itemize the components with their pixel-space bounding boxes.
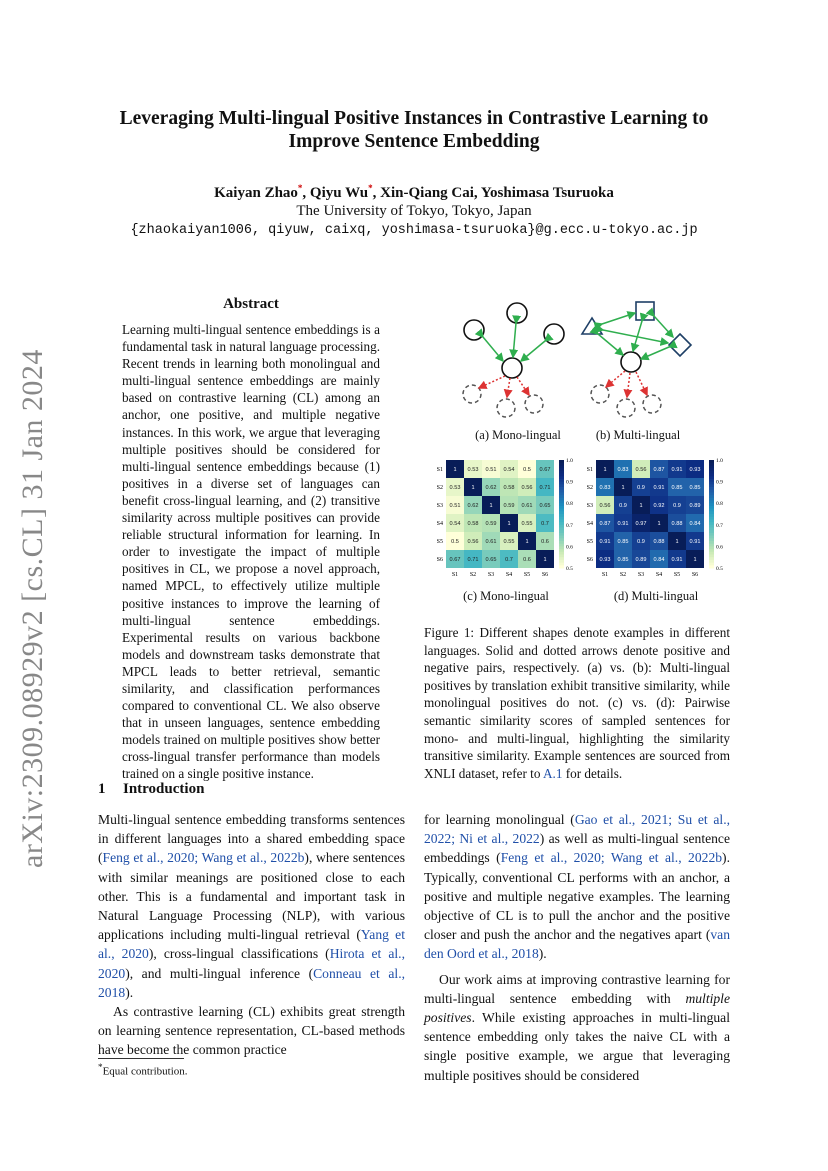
row-tick-label: S3 <box>586 503 593 509</box>
paragraph: As contrastive learning (CL) exhibits great strength on learning sentence representation, CL-based methods have become the common practice <box>98 1004 405 1058</box>
caption-text: Figure 1: Different shapes denote examples in different languages. Solid and dotted arrows denote positive and negative pairs, respectively. (a) vs. (b): Multi-lingual positives by translation exhibit transitive similarity, while monolingual positives do not. (c) vs. (d): Pairwise semantic similarity scores of sampled sentences for mono- and multi-lingual, highlighting the similarity transitive similarity. Example sentences are sourced from XNLI dataset, refer to <box>424 625 730 781</box>
row-tick-label: S1 <box>436 467 443 473</box>
heatmap-cell-label: 0.59 <box>485 521 497 527</box>
heatmap-cell-label: 0.56 <box>467 539 479 545</box>
heatmap-cell-label: 0.92 <box>653 503 665 509</box>
citation[interactable]: van den Oord et al., 2018 <box>424 927 730 962</box>
author-emails: {zhaokaiyan1006, qiyuw, caixq, yoshimasa-tsuruoka}@g.ecc.u-tokyo.ac.jp <box>130 223 698 238</box>
heatmap-cell-label: 0.85 <box>617 557 629 563</box>
citation[interactable]: Hirota et al., 2020 <box>98 946 405 981</box>
positive-square-node <box>636 302 654 320</box>
equal-contribution-mark-2[interactable]: * <box>368 183 373 193</box>
col-tick-label: S6 <box>541 572 549 578</box>
heatmap-cell-label: 0.91 <box>689 539 701 545</box>
colorbar-tick-label: 0.7 <box>716 522 723 529</box>
author-list <box>60 183 768 202</box>
subcaption-b: (b) Multi-lingual <box>595 428 681 442</box>
positive-arrow <box>513 323 516 357</box>
heatmap-cell-label: 0.62 <box>467 503 479 509</box>
negative-arrow <box>507 378 510 397</box>
heatmap-cell-label: 0.85 <box>617 539 629 545</box>
col-tick-label: S1 <box>601 572 609 578</box>
negative-arrow <box>606 371 625 387</box>
heatmap-cell-label: 0.59 <box>503 503 515 509</box>
col-tick-label: S4 <box>505 572 513 578</box>
heatmap-cell-label: 0.83 <box>617 467 629 473</box>
colorbar-tick-label: 0.6 <box>566 544 573 551</box>
citation[interactable]: Ni et al., 2022 <box>459 831 540 847</box>
footnote-mark: * <box>98 1062 103 1072</box>
affiliation: The University of Tokyo, Tokyo, Japan <box>296 203 532 219</box>
subcaption-a: (a) Mono-lingual <box>475 428 561 442</box>
heatmap-cell-label: 1 <box>489 503 493 509</box>
figure-1a-diagram <box>456 296 580 420</box>
col-tick-label: S5 <box>523 572 531 578</box>
row-tick-label: S5 <box>436 539 443 545</box>
paper-title <box>60 107 768 153</box>
row-tick-label: S4 <box>436 521 443 527</box>
row-tick-label: S6 <box>586 557 593 563</box>
paragraph <box>424 810 730 964</box>
colorbar-tick-label: 0.9 <box>566 479 573 486</box>
heatmap-cell-label: 0.5 <box>451 539 459 545</box>
colorbar-tick-label: 0.5 <box>566 566 573 572</box>
colorbar-tick-label: 0.8 <box>716 501 723 508</box>
negative-node-3 <box>643 395 661 413</box>
heatmap-cell-label: 1 <box>639 503 643 509</box>
col-tick-label: S2 <box>469 572 477 578</box>
text: ). Typically, conventional CL performs with an anchor, a positive and multiple negative examples. The learning objective of CL is to pull the anchor and the positive closer and push the anchor and the negatives apart ( <box>424 850 730 943</box>
heatmap-cell-label: 0.97 <box>635 521 647 527</box>
positive-arrow <box>641 347 669 359</box>
heatmap-cell-label: 1 <box>675 539 679 545</box>
heatmap-cell-label: 0.87 <box>653 467 665 473</box>
row-tick-label: S5 <box>586 539 593 545</box>
subcaption-c: (c) Mono-lingual <box>463 589 549 603</box>
heatmap-cell-label: 1 <box>543 557 547 563</box>
title-line-2: Improve Sentence Embedding <box>288 131 540 152</box>
heatmap-cell-label: 1 <box>693 557 697 563</box>
footnote-text: Equal contribution. <box>102 1065 188 1078</box>
heatmap-cell-label: 1 <box>471 485 475 491</box>
subcaption-d: (d) Multi-lingual <box>613 589 699 603</box>
heatmap-cell-label: 0.5 <box>523 467 531 473</box>
heatmap-cell-label: 0.6 <box>523 557 531 563</box>
citation[interactable]: Feng et al., 2020 <box>500 850 601 866</box>
text: ), and multi-lingual inference ( <box>125 965 314 981</box>
heatmap-cell-label: 0.61 <box>521 503 533 509</box>
heatmap-cell-label: 0.58 <box>503 485 515 491</box>
heatmap-cell-label: 0.67 <box>539 467 551 473</box>
col-tick-label: S1 <box>451 572 459 578</box>
heatmap-cell-label: 0.71 <box>539 485 551 491</box>
heatmap-cell-label: 0.56 <box>599 503 611 509</box>
text: Our work aims at improving contrastive learning for multi-lingual sentence embedding with <box>424 971 730 1006</box>
heatmap-cell-label: 0.55 <box>503 539 515 545</box>
col-tick-label: S6 <box>691 572 699 578</box>
section-heading <box>98 781 204 798</box>
text: ). <box>538 946 547 962</box>
heatmap-cell-label: 0.54 <box>503 467 515 473</box>
negative-node-2 <box>497 399 515 417</box>
heatmap-cell-label: 0.91 <box>671 467 683 473</box>
negative-node-3 <box>525 395 543 413</box>
heatmap-cell-label: 0.7 <box>505 557 513 563</box>
text: . While existing approaches in multi-lingual sentence embedding only takes the naive CL with a single positive example, we argue that leveraging multiple positives should be considered <box>424 1010 730 1083</box>
negative-node-2 <box>617 399 635 417</box>
colorbar-tick-label: 0.5 <box>716 566 723 572</box>
body-column-left <box>98 810 405 1060</box>
row-tick-label: S1 <box>586 467 593 473</box>
heatmap-cell-label: 0.53 <box>449 485 461 491</box>
author-1: Kaiyan Zhao <box>214 185 298 201</box>
heatmap-cell-label: 0.85 <box>689 485 701 491</box>
heatmap-cell-label: 0.87 <box>599 521 611 527</box>
positive-node-3 <box>544 324 564 344</box>
row-tick-label: S4 <box>586 521 593 527</box>
heatmap-cell-label: 0.58 <box>467 521 479 527</box>
negative-arrow <box>627 373 630 397</box>
citation[interactable]: Gao et al., 2021 <box>574 812 669 827</box>
text: ), cross-lingual classifications ( <box>148 946 330 962</box>
text: ) as well as multi-lingual sentence embeddings ( <box>424 831 730 866</box>
anchor-node <box>502 358 522 378</box>
title-line-1: Leveraging Multi-lingual Positive Instances in Contrastive Learning to <box>119 108 709 129</box>
appendix-link[interactable]: A.1 <box>543 765 563 781</box>
heatmap-cell-label: 0.67 <box>449 557 461 563</box>
colorbar-tick-label: 0.9 <box>716 479 723 486</box>
heatmap-cell-label: 0.91 <box>671 557 683 563</box>
heatmap-cell-label: 1 <box>603 467 607 473</box>
heatmap-cell-label: 1 <box>525 539 529 545</box>
heatmap-cell-label: 1 <box>453 467 457 473</box>
text: for learning monolingual ( <box>424 812 575 827</box>
emphasis: multiple positives <box>424 990 730 1026</box>
other-authors: , Xin-Qiang Cai, Yoshimasa Tsuruoka <box>372 185 614 201</box>
colorbar-tick-label: 1.0 <box>716 458 723 464</box>
footnote <box>98 1062 188 1078</box>
heatmap-cell-label: 0.53 <box>467 467 479 473</box>
negative-node-1 <box>591 385 609 403</box>
heatmap-cell-label: 0.6 <box>541 539 549 545</box>
col-tick-label: S3 <box>637 572 645 578</box>
heatmap-cell-label: 0.84 <box>689 521 701 527</box>
colorbar-tick-label: 0.6 <box>716 544 723 551</box>
footnote-rule <box>98 1058 184 1059</box>
abstract-heading: Abstract <box>223 296 279 312</box>
heatmap-cell-label: 0.89 <box>689 503 701 509</box>
heatmap-cell-label: 0.56 <box>521 485 533 491</box>
author-separator: , <box>302 185 310 201</box>
colorbar-tick-label: 0.7 <box>566 522 573 529</box>
row-tick-label: S2 <box>586 485 593 491</box>
heatmap-cell-label: 0.88 <box>671 521 683 527</box>
section-title: Introduction <box>123 781 205 797</box>
citation[interactable]: Conneau et al., 2018 <box>98 965 405 1000</box>
heatmap-cell-label: 0.93 <box>599 557 611 563</box>
heatmap-cell-label: 0.91 <box>599 539 611 545</box>
heatmap-cell-label: 0.54 <box>449 521 461 527</box>
section-number: 1 <box>98 781 106 797</box>
citation[interactable]: Su et al., 2022 <box>424 812 730 847</box>
negative-arrow <box>479 376 505 388</box>
negative-arrow <box>636 372 647 395</box>
heatmap-cell-label: 0.55 <box>521 521 533 527</box>
body-column-right <box>424 810 730 1085</box>
heatmap-cell-label: 0.93 <box>689 467 701 473</box>
caption-text-end: for details. <box>562 765 623 781</box>
citation-separator: ; <box>451 831 460 847</box>
citation-separator: ; <box>600 850 611 866</box>
heatmap-mono <box>428 454 573 584</box>
positive-node-2 <box>507 303 527 323</box>
heatmap-multi <box>578 454 723 584</box>
positive-node-1 <box>464 320 484 340</box>
positive-triangle-node <box>582 318 602 334</box>
text: ), where sentences with similar meanings are positioned close to each other. This is a fundamental and important task in Natural Language Processing (NLP), with various applications including multi-lingual retrieval ( <box>98 850 406 943</box>
heatmap-cell-label: 0.65 <box>485 557 497 563</box>
positive-arrow <box>521 341 545 361</box>
heatmap-cell-label: 1 <box>507 521 511 527</box>
heatmap-cell-label: 0.9 <box>637 539 645 545</box>
col-tick-label: S2 <box>619 572 627 578</box>
heatmap-cell-label: 1 <box>621 485 625 491</box>
row-tick-label: S6 <box>436 557 443 563</box>
heatmap-cell-label: 0.61 <box>485 539 497 545</box>
paragraph <box>98 810 405 1002</box>
colorbar-tick-label: 0.8 <box>566 501 573 508</box>
heatmap-cell-label: 0.51 <box>449 503 461 509</box>
citation[interactable]: Feng et al., 2020 <box>102 850 195 866</box>
negative-node-1 <box>463 385 481 403</box>
heatmap-cell-label: 0.83 <box>599 485 611 491</box>
positive-arrow <box>602 313 635 324</box>
citation[interactable]: Wang et al., 2022b <box>201 850 305 866</box>
equal-contribution-mark-1[interactable]: * <box>297 183 303 193</box>
col-tick-label: S3 <box>487 572 495 578</box>
positive-arrow <box>654 316 673 337</box>
heatmap-cell-label: 0.85 <box>671 485 683 491</box>
colorbar-segment <box>559 565 564 568</box>
col-tick-label: S4 <box>655 572 663 578</box>
citation-separator: ; <box>668 812 678 827</box>
heatmap-cell-label: 0.9 <box>673 503 681 509</box>
text: Multi-lingual sentence embedding transforms sentences in different languages into a shared embedding space ( <box>98 812 405 866</box>
text: ). <box>125 984 134 1000</box>
citation[interactable]: Yang et al., 2020 <box>98 927 405 962</box>
citation[interactable]: Wang et al., 2022b <box>610 850 723 866</box>
heatmap-cell-label: 0.7 <box>541 521 549 527</box>
row-tick-label: S2 <box>436 485 443 491</box>
heatmap-cell-label: 0.62 <box>485 485 497 491</box>
heatmap-cell-label: 1 <box>657 521 661 527</box>
negative-arrow <box>517 377 529 395</box>
author-2: Qiyu Wu <box>309 185 369 201</box>
heatmap-cell-label: 0.9 <box>619 503 627 509</box>
positive-arrow <box>483 337 503 361</box>
heatmap-cell-label: 0.71 <box>467 557 479 563</box>
heatmap-cell-label: 0.51 <box>485 467 497 473</box>
anchor-node <box>621 352 641 372</box>
heatmap-cell-label: 0.89 <box>635 557 647 563</box>
arxiv-stamp: arXiv:2309.08929v2 [cs.CL] 31 Jan 2024 <box>16 349 49 868</box>
heatmap-cell-label: 0.91 <box>653 485 665 491</box>
row-tick-label: S3 <box>436 503 443 509</box>
colorbar-tick-label: 1.0 <box>566 458 573 464</box>
figure-1b-diagram <box>576 296 700 420</box>
figure-caption <box>424 624 730 782</box>
col-tick-label: S5 <box>673 572 681 578</box>
citation-separator: ; <box>194 850 202 866</box>
abstract-body: Learning multi-lingual sentence embeddings is a fundamental task in natural language processing. Recent trends in learning both monolingual and multi-lingual sentence embeddings are mainly based on contrastive learning (CL) among an anchor, one positive, and multiple negative instances. In this work, we argue that leveraging multiple positives should be considered for multi-lingual sentence embeddings because (1) positives in a diverse set of languages can benefit cross-lingual learning, and (2) transitive similarity across multiple positives can provide reliable structural information for learning. In order to investigate the impact of multiple positives in CL, we propose a novel approach, named MPCL, to effectively utilize multiple positive instances to improve the learning of multi-lingual sentence embeddings. Experimental results on various backbone models and downstream tasks demonstrate that MPCL leads to better retrieval, semantic similarity, and classification performances compared to conventional CL. We also observe that in unseen languages, sentence embedding models trained on multiple positives show better cross-lingual transfer performance than models trained on a single positive instance. <box>122 322 380 782</box>
heatmap-cell-label: 0.65 <box>539 503 551 509</box>
colorbar-segment <box>709 565 714 568</box>
heatmap-cell-label: 0.91 <box>617 521 629 527</box>
positive-arrow <box>598 334 623 355</box>
heatmap-cell-label: 0.9 <box>637 485 645 491</box>
heatmap-cell-label: 0.84 <box>653 557 665 563</box>
heatmap-cell-label: 0.56 <box>635 467 647 473</box>
heatmap-cell-label: 0.88 <box>653 539 665 545</box>
paragraph <box>424 970 730 1085</box>
